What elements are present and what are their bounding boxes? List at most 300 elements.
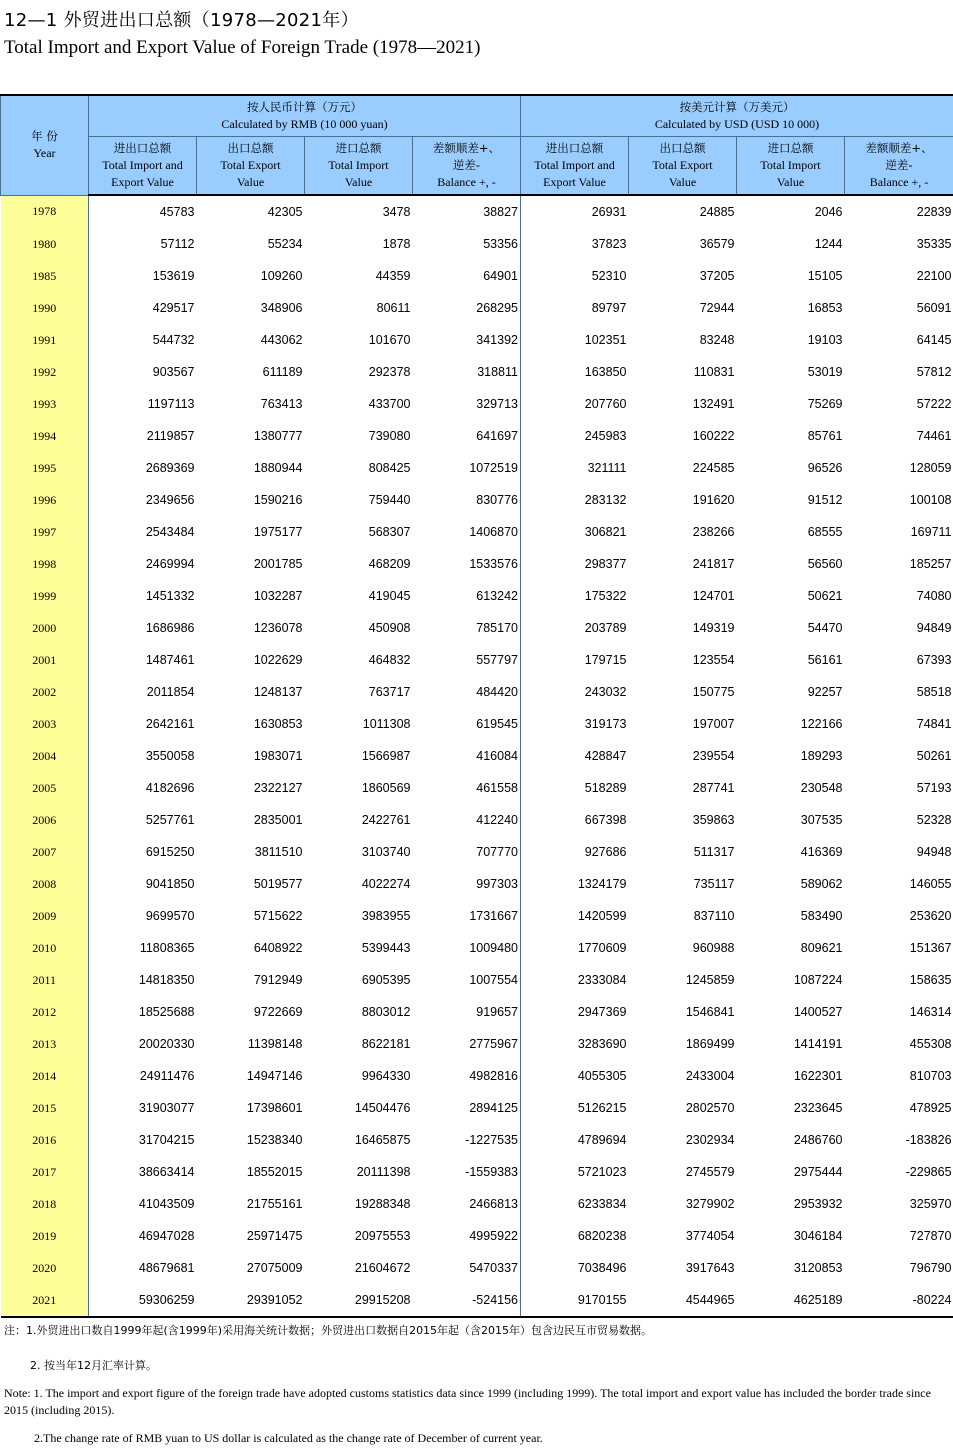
- note-en-1: Note: 1. The import and export figure of the foreign trade have adopted customs statistics data since 1999 (including 1999). The total import and export value has included the border trade since 2015 (including 2015).: [4, 1386, 931, 1417]
- value-cell: 3550058: [145, 749, 195, 763]
- column-header-line: Total Import and: [102, 158, 183, 172]
- table-row: [1, 1124, 953, 1156]
- value-cell: 102351: [584, 333, 627, 347]
- table-row: [1, 292, 953, 324]
- value-cell: 75269: [807, 397, 843, 411]
- column-header-line: Total Import and: [534, 158, 615, 172]
- value-cell: 8803012: [361, 1005, 411, 1019]
- value-cell: 4055305: [577, 1069, 627, 1083]
- year-cell: 1978: [1, 195, 89, 228]
- value-cell: 9041850: [145, 877, 195, 891]
- value-cell: 1087224: [793, 973, 843, 987]
- table-row: [1, 260, 953, 292]
- value-cell: 6905395: [361, 973, 411, 987]
- table-title-english: Total Import and Export Value of Foreign Trade (1978—2021): [4, 37, 481, 58]
- value-cell: 16465875: [354, 1133, 411, 1147]
- value-cell: 53356: [413, 228, 521, 260]
- value-cell: 739080: [368, 429, 411, 443]
- value-cell: 80611: [376, 301, 411, 315]
- value-cell: 91512: [807, 493, 843, 507]
- table-row: [1, 388, 953, 420]
- value-cell: 298377: [584, 557, 627, 571]
- value-cell: 189293: [800, 749, 843, 763]
- note-cn-2: 2. 按当年12月汇率计算。: [30, 1359, 157, 1372]
- value-cell: 1487461: [145, 653, 195, 667]
- value-cell: 707770: [413, 836, 521, 868]
- value-cell: 518289: [584, 781, 627, 795]
- value-cell: 9170155: [521, 1284, 629, 1317]
- value-cell: 287741: [692, 781, 735, 795]
- value-cell: 146314: [909, 1005, 952, 1019]
- column-header-line: 逆差-: [452, 158, 481, 172]
- value-cell: 123554: [692, 653, 735, 667]
- table-row: [1, 996, 953, 1028]
- value-cell: 50261: [916, 749, 952, 763]
- table-row: [1, 804, 953, 836]
- year-cell: 1995: [1, 452, 89, 484]
- column-header-line: Export Value: [111, 175, 174, 189]
- value-cell: 557797: [413, 644, 521, 676]
- table-row: [1, 324, 953, 356]
- column-header-line: 出口总额: [659, 141, 706, 155]
- table-row: [1, 484, 953, 516]
- value-cell: 224585: [692, 461, 735, 475]
- value-cell: 763717: [368, 685, 411, 699]
- value-cell: 1590216: [253, 493, 303, 507]
- value-cell: 9722669: [253, 1005, 303, 1019]
- value-cell: 128059: [909, 461, 952, 475]
- column-header: [629, 137, 737, 196]
- column-header-line: 进出口总额: [545, 141, 604, 155]
- column-header-line: Value: [776, 175, 805, 189]
- column-header: [305, 137, 413, 196]
- value-cell: 8622181: [361, 1037, 411, 1051]
- value-cell: 50621: [807, 589, 843, 603]
- value-cell: 5715622: [253, 909, 303, 923]
- value-cell: 96526: [807, 461, 843, 475]
- value-cell: 38827: [413, 195, 521, 228]
- value-cell: 2433004: [685, 1069, 735, 1083]
- value-cell: 3283690: [577, 1037, 627, 1051]
- value-cell: 1007554: [413, 964, 521, 996]
- value-cell: 48679681: [138, 1261, 195, 1275]
- value-cell: 197007: [692, 717, 735, 731]
- column-header: [413, 137, 521, 196]
- value-cell: 4982816: [413, 1060, 521, 1092]
- value-cell: 428847: [584, 749, 627, 763]
- value-cell: 1880944: [253, 461, 303, 475]
- year-cell: 1994: [1, 420, 89, 452]
- value-cell: 67393: [916, 653, 952, 667]
- value-cell: 283132: [584, 493, 627, 507]
- value-cell: 268295: [413, 292, 521, 324]
- value-cell: 292378: [368, 365, 411, 379]
- value-cell: 56161: [807, 653, 843, 667]
- value-cell: 544732: [152, 333, 195, 347]
- column-header-line: 进口总额: [767, 141, 814, 155]
- value-cell: 158635: [909, 973, 952, 987]
- value-cell: 160222: [692, 429, 735, 443]
- value-cell: -229865: [905, 1165, 952, 1179]
- value-cell: 2689369: [145, 461, 195, 475]
- value-cell: 57812: [916, 365, 952, 379]
- value-cell: 169711: [910, 525, 952, 539]
- value-cell: 94849: [916, 621, 952, 635]
- value-cell: 56091: [916, 301, 952, 315]
- year-cell: 1998: [1, 548, 89, 580]
- value-cell: 2466813: [413, 1188, 521, 1220]
- value-cell: 21755161: [246, 1197, 303, 1211]
- value-cell: 325970: [909, 1197, 952, 1211]
- value-cell: 1878: [382, 237, 411, 251]
- value-cell: 45783: [159, 205, 195, 219]
- value-cell: 122166: [800, 717, 843, 731]
- value-cell: 58518: [916, 685, 952, 699]
- value-cell: 416369: [800, 845, 843, 859]
- table-row: [1, 900, 953, 932]
- value-cell: 124701: [692, 589, 735, 603]
- value-cell: 109260: [260, 269, 303, 283]
- table-row: [1, 612, 953, 644]
- value-cell: -1559383: [413, 1156, 521, 1188]
- rmb-group-header: [89, 95, 521, 137]
- value-cell: 321111: [587, 461, 627, 475]
- column-header-line: 差额顺差+、: [432, 141, 501, 155]
- value-cell: 2322127: [253, 781, 303, 795]
- value-cell: 14947146: [246, 1069, 303, 1083]
- value-cell: 1245859: [685, 973, 735, 987]
- column-header: [197, 137, 305, 196]
- year-cell: 2002: [1, 676, 89, 708]
- year-cell: 1985: [1, 260, 89, 292]
- value-cell: 25971475: [246, 1229, 303, 1243]
- value-cell: 16853: [807, 301, 843, 315]
- usd-group-header: [521, 95, 953, 137]
- column-header: [845, 137, 953, 196]
- value-cell: 27075009: [246, 1261, 303, 1275]
- column-header: [521, 137, 629, 196]
- table-row: [1, 1252, 953, 1284]
- column-header-line: Value: [668, 175, 697, 189]
- table-row: [1, 1284, 953, 1317]
- value-cell: 55234: [267, 237, 303, 251]
- year-cell: 2009: [1, 900, 89, 932]
- value-cell: 1380777: [253, 429, 303, 443]
- value-cell: 433700: [368, 397, 411, 411]
- value-cell: 318811: [413, 356, 521, 388]
- value-cell: 429517: [152, 301, 195, 315]
- value-cell: 2119857: [146, 429, 195, 443]
- value-cell: 253620: [909, 909, 952, 923]
- year-cell: 1980: [1, 228, 89, 260]
- value-cell: 412240: [413, 804, 521, 836]
- value-cell: 2642161: [145, 717, 195, 731]
- value-cell: 101670: [368, 333, 411, 347]
- year-cell: 2005: [1, 772, 89, 804]
- value-cell: 83248: [699, 333, 735, 347]
- value-cell: 1731667: [413, 900, 521, 932]
- value-cell: 29391052: [197, 1284, 305, 1317]
- value-cell: 24911476: [139, 1069, 195, 1083]
- value-cell: 359863: [692, 813, 735, 827]
- year-cell: 2014: [1, 1060, 89, 1092]
- value-cell: 1622301: [793, 1069, 843, 1083]
- value-cell: 307535: [800, 813, 843, 827]
- value-cell: 568307: [368, 525, 411, 539]
- value-cell: 20111398: [356, 1165, 411, 1179]
- year-cell: 2011: [1, 964, 89, 996]
- year-cell: 1996: [1, 484, 89, 516]
- table-row: [1, 1188, 953, 1220]
- value-cell: 207760: [584, 397, 627, 411]
- value-cell: 53019: [807, 365, 843, 379]
- value-cell: 20020330: [138, 1037, 195, 1051]
- value-cell: 18552015: [246, 1165, 303, 1179]
- value-cell: 2953932: [793, 1197, 843, 1211]
- value-cell: 3983955: [361, 909, 411, 923]
- value-cell: 22839: [916, 205, 952, 219]
- value-cell: 175322: [584, 589, 627, 603]
- value-cell: -1227535: [413, 1124, 521, 1156]
- value-cell: 153619: [152, 269, 195, 283]
- year-cell: 2015: [1, 1092, 89, 1124]
- table-row: [1, 964, 953, 996]
- value-cell: 997303: [413, 868, 521, 900]
- table-row: [1, 1060, 953, 1092]
- year-cell: 2013: [1, 1028, 89, 1060]
- value-cell: 903567: [152, 365, 195, 379]
- value-cell: 450908: [368, 621, 411, 635]
- table-row: [1, 356, 953, 388]
- value-cell: 5257761: [145, 813, 195, 827]
- value-cell: 151367: [909, 941, 952, 955]
- value-cell: 3120853: [793, 1261, 843, 1275]
- value-cell: 2745579: [685, 1165, 735, 1179]
- year-cell: 1991: [1, 324, 89, 356]
- value-cell: 2543484: [145, 525, 195, 539]
- table-row: [1, 740, 953, 772]
- value-cell: 2469994: [145, 557, 195, 571]
- value-cell: 2422761: [361, 813, 411, 827]
- value-cell: 239554: [692, 749, 735, 763]
- year-cell: 2008: [1, 868, 89, 900]
- value-cell: 419045: [368, 589, 411, 603]
- value-cell: 1869499: [685, 1037, 735, 1051]
- year-header: [1, 95, 89, 195]
- column-header-line: Balance +, -: [437, 175, 496, 189]
- value-cell: 185257: [909, 557, 952, 571]
- value-cell: 478925: [909, 1101, 952, 1115]
- year-header-cn: 年 份: [31, 129, 58, 144]
- value-cell: -183826: [905, 1133, 952, 1147]
- value-cell: 3279902: [685, 1197, 735, 1211]
- value-cell: 110831: [693, 365, 735, 379]
- value-cell: 1451332: [145, 589, 195, 603]
- value-cell: 7912949: [253, 973, 303, 987]
- value-cell: 5126215: [577, 1101, 627, 1115]
- value-cell: 35335: [916, 237, 952, 251]
- column-header-line: 逆差-: [885, 158, 913, 172]
- column-header-line: Total Import: [328, 158, 389, 172]
- rmb-group-cn: 按人民币计算（万元）: [247, 100, 362, 114]
- table-row: [1, 772, 953, 804]
- value-cell: 763413: [260, 397, 303, 411]
- value-cell: 3811510: [254, 845, 303, 859]
- value-cell: 3917643: [685, 1261, 735, 1275]
- value-cell: 2302934: [685, 1133, 735, 1147]
- value-cell: 1630853: [253, 717, 303, 731]
- value-cell: 163850: [584, 365, 627, 379]
- value-cell: 3774054: [685, 1229, 735, 1243]
- value-cell: 2001785: [253, 557, 303, 571]
- value-cell: 54470: [807, 621, 843, 635]
- year-cell: 1993: [1, 388, 89, 420]
- value-cell: 203789: [584, 621, 627, 635]
- value-cell: 89797: [591, 301, 627, 315]
- value-cell: 15238340: [246, 1133, 303, 1147]
- value-cell: 24885: [699, 205, 735, 219]
- value-cell: 6408922: [253, 941, 303, 955]
- value-cell: 1197113: [147, 397, 195, 411]
- value-cell: 6915250: [145, 845, 195, 859]
- year-cell: 2021: [1, 1284, 89, 1317]
- value-cell: 5019577: [253, 877, 303, 891]
- value-cell: 245983: [584, 429, 627, 443]
- value-cell: 230548: [800, 781, 843, 795]
- value-cell: 238266: [692, 525, 735, 539]
- value-cell: 808425: [368, 461, 411, 475]
- year-cell: 2004: [1, 740, 89, 772]
- value-cell: 41043509: [138, 1197, 195, 1211]
- value-cell: 59306259: [89, 1284, 197, 1317]
- value-cell: 583490: [800, 909, 843, 923]
- value-cell: 4022274: [361, 877, 411, 891]
- value-cell: 92257: [807, 685, 843, 699]
- year-cell: 2020: [1, 1252, 89, 1284]
- column-header-line: Value: [236, 175, 265, 189]
- value-cell: 72944: [699, 301, 735, 315]
- value-cell: 455308: [909, 1037, 952, 1051]
- value-cell: 29915208: [305, 1284, 413, 1317]
- value-cell: 759440: [368, 493, 411, 507]
- year-cell: 2000: [1, 612, 89, 644]
- column-header-line: Value: [344, 175, 373, 189]
- value-cell: 306821: [584, 525, 627, 539]
- value-cell: 2775967: [413, 1028, 521, 1060]
- year-header-en: Year: [33, 146, 56, 161]
- value-cell: 1975177: [253, 525, 303, 539]
- value-cell: 443062: [260, 333, 303, 347]
- year-cell: 2001: [1, 644, 89, 676]
- value-cell: 74080: [916, 589, 952, 603]
- value-cell: 1566987: [361, 749, 411, 763]
- column-header-line: 进口总额: [335, 141, 382, 155]
- value-cell: 461558: [413, 772, 521, 804]
- value-cell: 7038496: [577, 1261, 627, 1275]
- value-cell: 241817: [692, 557, 735, 571]
- table-row: [1, 708, 953, 740]
- value-cell: 3103740: [361, 845, 411, 859]
- value-cell: 46947028: [138, 1229, 195, 1243]
- value-cell: 960988: [692, 941, 735, 955]
- year-cell: 1999: [1, 580, 89, 612]
- value-cell: 1860569: [361, 781, 411, 795]
- value-cell: 2802570: [685, 1101, 735, 1115]
- value-cell: 14504476: [354, 1101, 411, 1115]
- table-row: [1, 516, 953, 548]
- value-cell: 1011308: [362, 717, 411, 731]
- table-row: [1, 932, 953, 964]
- value-cell: 2333084: [577, 973, 627, 987]
- table-row: [1, 1220, 953, 1252]
- value-cell: 1420599: [577, 909, 627, 923]
- value-cell: 150775: [692, 685, 735, 699]
- table-row: [1, 228, 953, 260]
- year-cell: 2012: [1, 996, 89, 1028]
- value-cell: 3478: [382, 205, 411, 219]
- note-cn-1: 注：1.外贸进出口数自1999年起(含1999年)采用海关统计数据；外贸进出口数据自2015年起（含2015年）包含边民互市贸易数据。: [4, 1324, 653, 1337]
- column-header: [737, 137, 845, 196]
- value-cell: 44359: [375, 269, 411, 283]
- value-cell: 611189: [262, 365, 303, 379]
- value-cell: 1236078: [253, 621, 303, 635]
- year-cell: 2007: [1, 836, 89, 868]
- year-cell: 1992: [1, 356, 89, 388]
- value-cell: 15105: [807, 269, 843, 283]
- value-cell: 2947369: [577, 1005, 627, 1019]
- trade-table: [0, 94, 953, 1318]
- value-cell: 37205: [699, 269, 735, 283]
- column-header-line: 出口总额: [227, 141, 274, 155]
- value-cell: 727870: [909, 1229, 952, 1243]
- year-cell: 1990: [1, 292, 89, 324]
- value-cell: 26931: [591, 205, 627, 219]
- value-cell: 57193: [916, 781, 952, 795]
- value-cell: 796790: [909, 1261, 952, 1275]
- column-header: [89, 137, 197, 196]
- table-row: [1, 644, 953, 676]
- value-cell: 4182696: [145, 781, 195, 795]
- note-en-2: 2.The change rate of RMB yuan to US dollar is calculated as the change rate of December of current year.: [34, 1431, 543, 1445]
- year-cell: 1997: [1, 516, 89, 548]
- value-cell: 74841: [916, 717, 952, 731]
- year-cell: 2018: [1, 1188, 89, 1220]
- value-cell: 1770609: [577, 941, 627, 955]
- value-cell: 2011854: [146, 685, 195, 699]
- value-cell: 4625189: [737, 1284, 845, 1317]
- year-cell: 2006: [1, 804, 89, 836]
- value-cell: 1414191: [793, 1037, 843, 1051]
- value-cell: 785170: [413, 612, 521, 644]
- table-title-chinese: 12—1 外贸进出口总额（1978—2021年）: [4, 10, 359, 31]
- value-cell: 1032287: [253, 589, 303, 603]
- usd-group-en: Calculated by USD (USD 10 000): [654, 117, 820, 131]
- table-row: [1, 1028, 953, 1060]
- value-cell: 4789694: [577, 1133, 627, 1147]
- value-cell: 5399443: [361, 941, 411, 955]
- value-cell: 57112: [160, 237, 195, 251]
- table-row: [1, 836, 953, 868]
- value-cell: 6820238: [577, 1229, 627, 1243]
- value-cell: 5721023: [577, 1165, 627, 1179]
- value-cell: 1009480: [413, 932, 521, 964]
- value-cell: 68555: [807, 525, 843, 539]
- value-cell: 484420: [413, 676, 521, 708]
- value-cell: 100108: [909, 493, 952, 507]
- year-cell: 2016: [1, 1124, 89, 1156]
- value-cell: 38663414: [138, 1165, 195, 1179]
- value-cell: 809621: [800, 941, 843, 955]
